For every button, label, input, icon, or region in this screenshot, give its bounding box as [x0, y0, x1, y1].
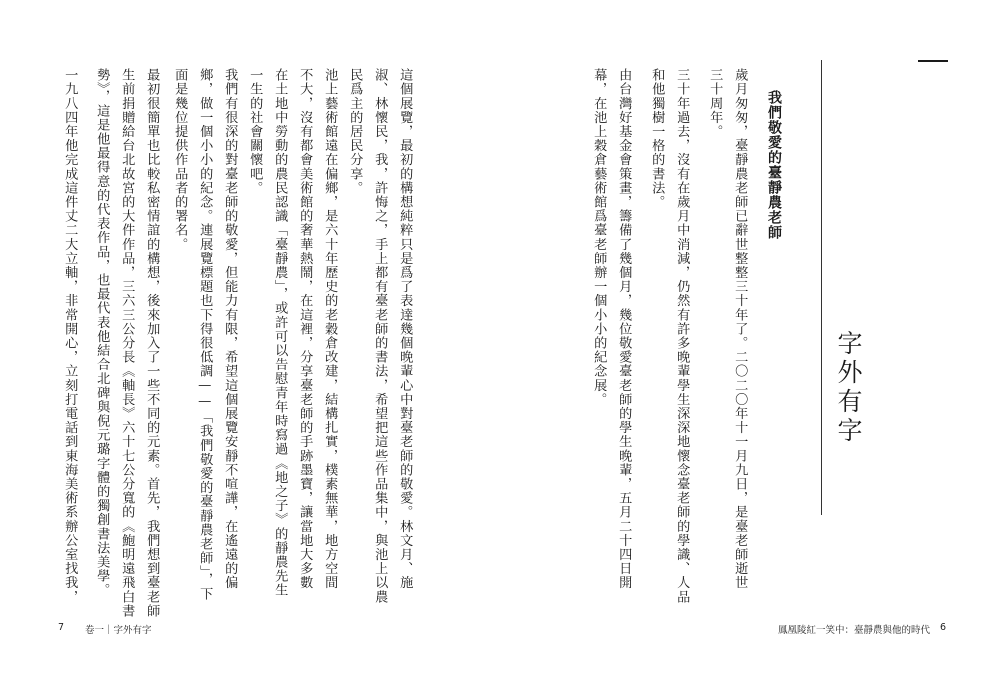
page-number: 6 — [940, 622, 947, 633]
chapter-number-mark — [918, 60, 948, 62]
body-column: 幕，在池上穀倉藝術館爲臺老師辦一個小小的紀念展。 — [591, 68, 607, 407]
body-column: 這個展覽，最初的構想純粹只是爲了表達幾個晚輩心中對臺老師的敬愛。林文月、施 — [397, 68, 413, 590]
right-page — [500, 0, 1000, 676]
page-number: 7 — [58, 622, 65, 633]
body-column: 勢》，這是他最得意的代表作品，也最代表他結合北碑與倪元璐字體的獨創書法美學。 — [94, 68, 110, 598]
body-column: 三十年過去，沒有在歲月中消減，仍然有許多晚輩學生深深地懷念臺老師的學識、人品 — [674, 68, 690, 604]
body-column: 生前捐贈給台北故宮的大件作品，三六三公分長《軸長》六十七公分寬的《鮑明遠飛白書 — [119, 68, 135, 618]
body-column: 不大，沒有都會美術館的奢華熱鬧，在這裡，分享臺老師的手跡墨寶，讓當地大多數 — [297, 68, 313, 590]
body-column: 民爲主的居民分享。 — [347, 68, 363, 195]
body-column: 池上藝術館遠在偏鄉，是六十年歷史的老穀倉改建，結構扎實，樸素無華，地方空間 — [322, 68, 338, 590]
body-column: 一生的社會關懷吧。 — [247, 68, 263, 195]
body-column: 歲月匆匆，臺靜農老師已辭世整整三十年了。二〇二〇年十一月九日，是臺老師逝世 — [732, 68, 748, 590]
body-column: 在土地中勞動的農民認識「臺靜農」，或許可以告慰青年時寫過《地之子》的靜農先生 — [272, 68, 288, 598]
chapter-title: 字外有字 — [834, 330, 863, 446]
section-heading: 我們敬愛的臺靜農老師 — [766, 90, 782, 240]
running-footer: 卷一｜字外有字 — [85, 625, 152, 636]
body-column: 面是幾位提供作品者的署名。 — [172, 68, 188, 252]
body-column: 由台灣好基金會策畫，籌備了幾個月，幾位敬愛臺老師的學生晚輩，五月二十四日開 — [616, 68, 632, 590]
chapter-divider — [821, 60, 822, 515]
body-column: 和他獨樹一格的書法。 — [649, 68, 665, 209]
body-column: 鄉，做一個小小的紀念。連展覽標題也下得很低調——「我們敬愛的臺靜農老師」，下 — [197, 68, 213, 601]
body-column: 三十周年。 — [707, 68, 723, 139]
body-column: 淑、林懷民，我，許悔之，手上都有臺老師的書法，希望把這些作品集中，與池上以農 — [372, 68, 388, 604]
body-column: 一九八四年他完成這件丈二大立軸，非常開心，立刻打電話到東海美術系辦公室找我， — [62, 68, 78, 604]
body-column: 最初很簡單也比較私密情誼的構想，後來加入了一些不同的元素。首先，我們想到臺老師 — [144, 68, 160, 618]
body-column: 我們有很深的對臺老師的敬愛，但能力有限，希望這個展覽安靜不喧譁，在遙遠的偏 — [222, 68, 238, 590]
running-footer: 鳳凰陵紅一笑中：臺靜農與他的時代 — [778, 625, 931, 636]
